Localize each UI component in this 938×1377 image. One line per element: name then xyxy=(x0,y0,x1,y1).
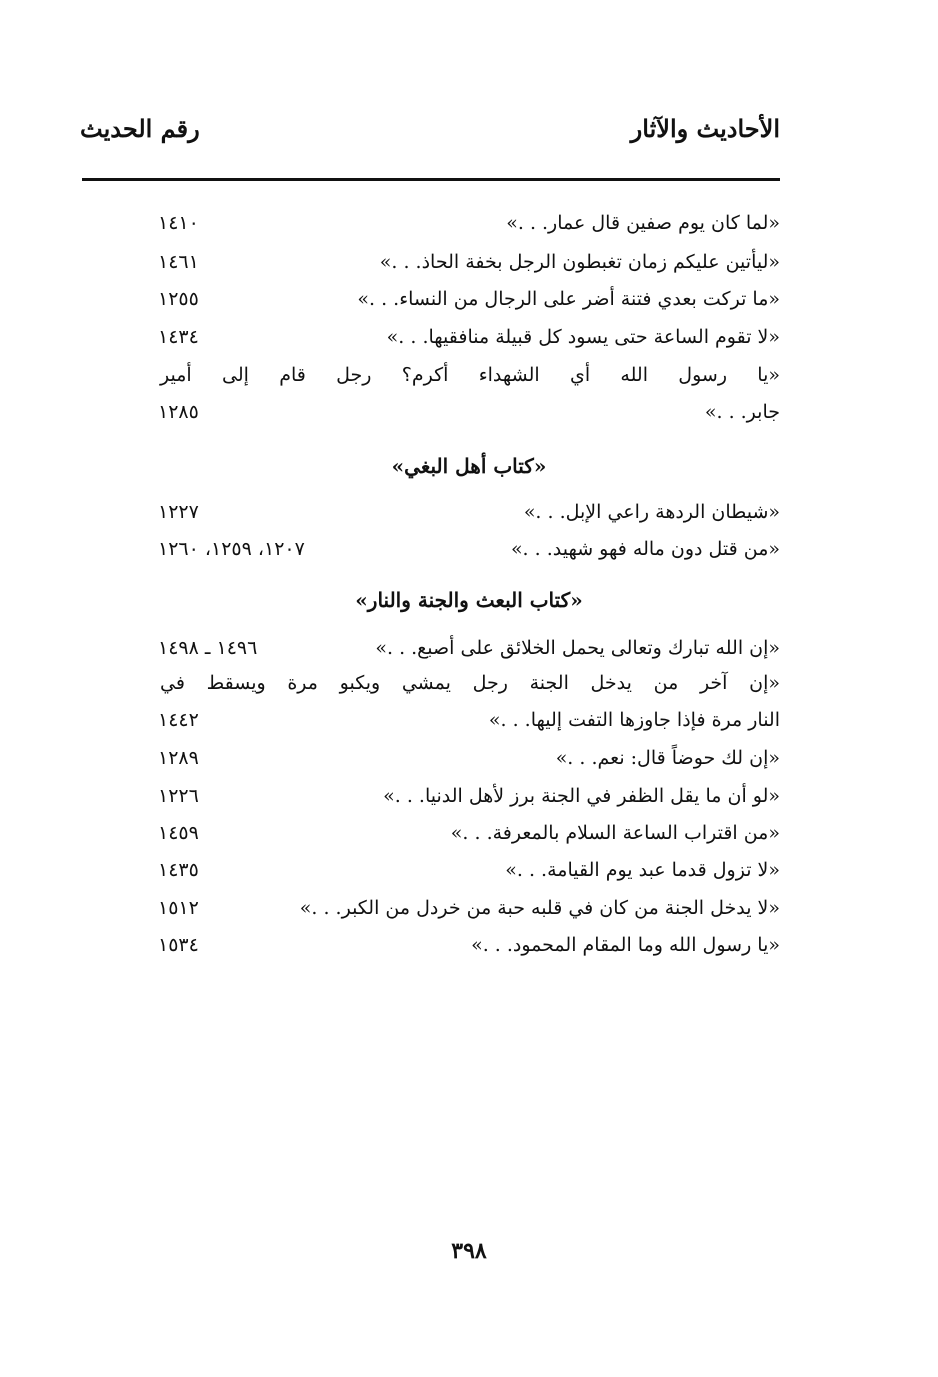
hadith-number: ١٢٨٥ xyxy=(158,401,199,423)
hadith-text: «ليأتين عليكم زمان تغبطون الرجل بخفة الحاذ. . .» xyxy=(379,251,780,273)
hadith-number: ١٢٠٧، ١٢٥٩، ١٢٦٠ xyxy=(158,538,305,560)
hadith-number: ١٢٨٩ xyxy=(158,747,199,769)
index-entry xyxy=(158,928,780,962)
section-heading: «كتاب البعث والجنة والنار» xyxy=(355,588,583,612)
hadith-number: ١٥١٢ xyxy=(158,897,199,919)
hadith-text: «يا رسول الله وما المقام المحمود. . .» xyxy=(471,934,780,956)
hadith-text: «لو أن ما يقل الظفر في الجنة برز لأهل الدنيا. . .» xyxy=(383,785,780,807)
hadith-text: النار مرة فإذا جاوزها التفت إليها. . .» xyxy=(488,709,780,731)
hadith-number: ١٢٥٥ xyxy=(158,288,199,310)
running-header-number-label: رقم الحديث xyxy=(80,114,200,143)
hadith-number: ١٤١٠ xyxy=(158,212,199,234)
hadith-number: ١٢٢٧ xyxy=(158,501,199,523)
hadith-text: «من قتل دون ماله فهو شهيد. . .» xyxy=(510,538,780,560)
index-entry xyxy=(158,816,780,850)
hadith-text: «ما تركت بعدي فتنة أضر على الرجال من النساء. . .» xyxy=(357,288,780,310)
index-entry xyxy=(158,853,780,887)
hadith-text: «من اقتراب الساعة السلام بالمعرفة. . .» xyxy=(450,822,780,844)
hadith-text: جابر. . .» xyxy=(704,401,780,423)
hadith-number: ١٤٩٦ ـ ١٤٩٨ xyxy=(158,637,258,659)
index-entry xyxy=(158,703,780,737)
index-entry xyxy=(158,779,780,813)
running-header-title: الأحاديث والآثار xyxy=(630,114,780,143)
hadith-text: «لا يدخل الجنة من كان في قلبه حبة من خردل من الكبر. . .» xyxy=(299,897,780,919)
hadith-number: ١٢٢٦ xyxy=(158,785,199,807)
hadith-text: «إن لك حوضاً قال: نعم. . .» xyxy=(555,747,780,769)
index-entry xyxy=(158,666,780,700)
page-number: ٣٩٨ xyxy=(451,1238,487,1264)
hadith-text: «لا تزول قدما عبد يوم القيامة. . .» xyxy=(505,859,780,881)
index-entry xyxy=(158,206,780,240)
hadith-number: ١٤٣٥ xyxy=(158,859,199,881)
hadith-text: «إن الله تبارك وتعالى يحمل الخلائق على أصبع. . .» xyxy=(375,637,780,659)
index-entry xyxy=(158,282,780,316)
index-entry xyxy=(158,395,780,429)
section-heading: «كتاب أهل البغي» xyxy=(391,454,547,478)
index-entry xyxy=(158,358,780,392)
index-entry xyxy=(158,320,780,354)
hadith-text: «لما كان يوم صفين قال عمار. . .» xyxy=(506,212,780,234)
hadith-number: ١٤٦١ xyxy=(158,251,199,273)
hadith-number: ١٤٥٩ xyxy=(158,822,199,844)
hadith-number: ١٤٤٢ xyxy=(158,709,199,731)
hadith-text: «يا رسول الله أي الشهداء أكرم؟ رجل قام إلى أمير xyxy=(160,364,780,386)
index-entry xyxy=(158,741,780,775)
index-entry xyxy=(158,891,780,925)
header-rule xyxy=(82,178,780,181)
hadith-text: «إن آخر من يدخل الجنة رجل يمشي ويكبو مرة ويسقط في xyxy=(160,672,780,694)
hadith-number: ١٤٣٤ xyxy=(158,326,199,348)
index-entry xyxy=(158,532,780,566)
index-entry xyxy=(158,245,780,279)
index-entry xyxy=(158,631,780,665)
hadith-text: «شيطان الردهة راعي الإبل. . .» xyxy=(523,501,780,523)
hadith-number: ١٥٣٤ xyxy=(158,934,199,956)
index-entry xyxy=(158,495,780,529)
hadith-text: «لا تقوم الساعة حتى يسود كل قبيلة منافقيها. . .» xyxy=(386,326,780,348)
